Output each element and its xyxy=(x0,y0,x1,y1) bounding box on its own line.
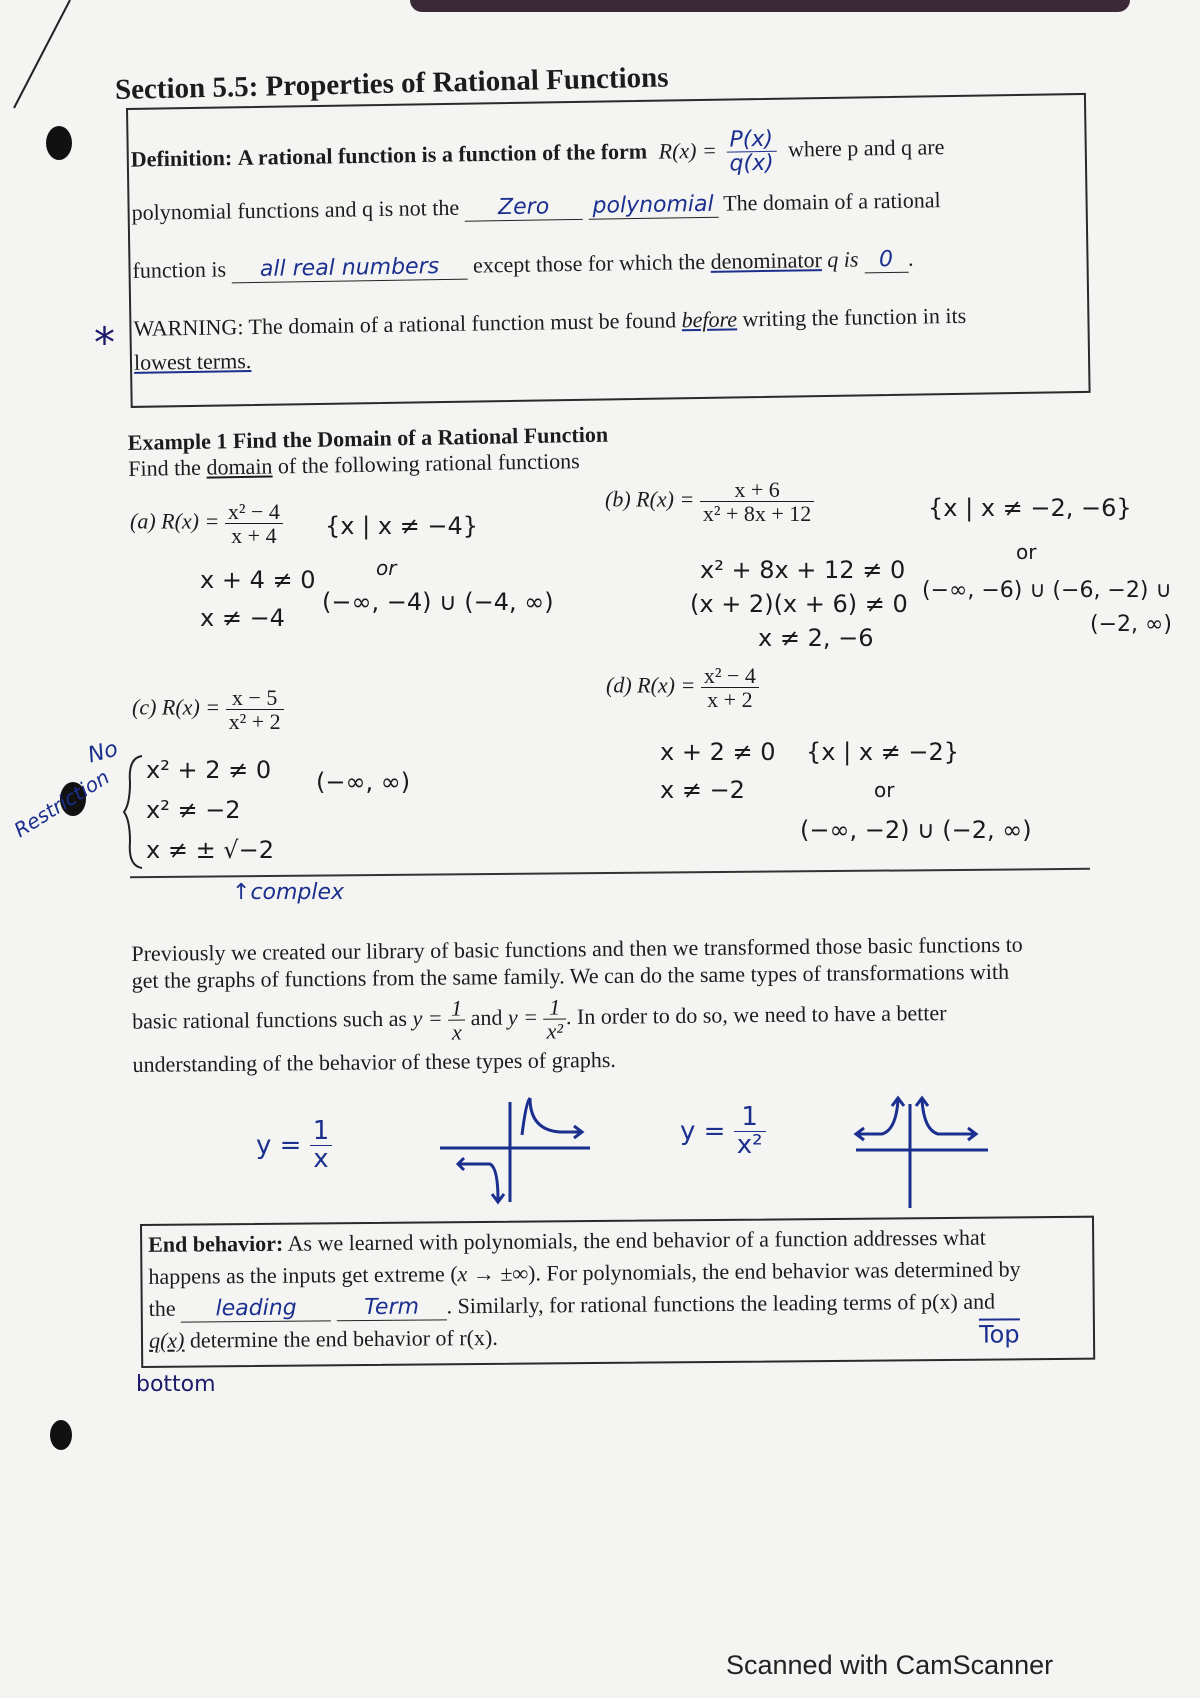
problem-b: (b) R(x) = $\frac{x + 6}{\text{x² + 8x + 12}}$ xyxy=(605,478,814,525)
problem-c-work-1: x² + 2 ≠ 0 xyxy=(146,756,272,784)
no-restriction-note-1: No xyxy=(85,736,121,769)
blank-polynomial: polynomial xyxy=(588,192,718,220)
punch-hole-3 xyxy=(50,1420,72,1450)
complex-note: ↑complex xyxy=(232,880,345,905)
transformations-paragraph: Previously we created our library of basic functions and then we transformed those basic functions to get the graphs of functions from the same family. We can do the same types of transformations with basic rational functions such as y = $\frac{1}{x}$ and y = $\frac{1}{\text{x²}}$ . In order to do so, we need to have a better understanding of the behavior of these types of graphs. xyxy=(131,931,1023,1078)
blank-term: Term xyxy=(337,1294,447,1321)
problem-a-work-2: x ≠ −4 xyxy=(200,604,285,632)
problem-c: (c) R(x) = $\frac{x - 5}{\text{x² + 2}}$ xyxy=(132,686,284,733)
problem-d-or: or xyxy=(874,778,895,802)
definition-box xyxy=(126,93,1091,408)
problem-b-work-2: (x + 2)(x + 6) ≠ 0 xyxy=(690,590,908,618)
arrow-up-icon: ↑ xyxy=(232,880,251,905)
definition-line-3: function is all real numbers except those for which the denominator q is 0 . xyxy=(132,245,914,283)
blank-all-real-numbers: all real numbers xyxy=(231,254,467,284)
punch-hole-1 xyxy=(46,126,72,160)
end-behavior-label: End behavior: xyxy=(148,1230,284,1257)
problem-d-interval: (−∞, −2) ∪ (−2, ∞) xyxy=(800,816,1032,844)
no-restriction-note-2: Restriction xyxy=(9,764,114,843)
problem-d: (d) R(x) = $\frac{\text{x² − 4}}{x + 2}$ xyxy=(606,664,759,711)
definition-fraction: $\frac{P(x)}{q(x)}$ xyxy=(726,128,777,176)
problem-a-work-1: x + 4 ≠ 0 xyxy=(200,566,316,594)
problem-b-work-1: x² + 8x + 12 ≠ 0 xyxy=(700,556,906,584)
graph-sketch-one-over-x xyxy=(430,1090,610,1210)
problem-c-brace xyxy=(122,752,148,872)
warning-lowest-terms: lowest terms. xyxy=(133,348,252,375)
note-bottom: bottom xyxy=(136,1372,216,1397)
blank-zero-value: 0 xyxy=(864,247,908,274)
blank-zero: Zero xyxy=(464,194,582,222)
problem-a-set: {x | x ≠ −4} xyxy=(325,512,479,540)
problem-c-work-2: x² ≠ −2 xyxy=(146,796,241,824)
blank-leading: leading xyxy=(181,1295,331,1322)
problem-d-set: {x | x ≠ −2} xyxy=(806,738,960,766)
problem-b-or: or xyxy=(1016,540,1037,564)
problem-b-interval-1: (−∞, −6) ∪ (−6, −2) ∪ xyxy=(922,578,1172,603)
scanner-watermark: Scanned with CamScanner xyxy=(726,1650,1054,1680)
corner-pen-line xyxy=(0,0,80,120)
definition-line-2: polynomial functions and q is not the Zero polynomial The domain of a rational xyxy=(131,187,941,225)
problem-c-work-3: x ≠ ± √−2 xyxy=(146,836,274,864)
example1-header xyxy=(128,422,609,482)
warning-star: * xyxy=(94,318,115,367)
warning-line: WARNING: The domain of a rational function must be found before writing the function in its xyxy=(133,302,967,341)
section-divider xyxy=(130,868,1090,878)
top-edge-shadow xyxy=(410,0,1130,12)
problem-d-work-2: x ≠ −2 xyxy=(660,776,745,804)
problem-b-interval-2: (−2, ∞) xyxy=(1090,612,1172,637)
problem-d-work-1: x + 2 ≠ 0 xyxy=(660,738,776,766)
problem-a-interval: (−∞, −4) ∪ (−4, ∞) xyxy=(322,588,554,616)
definition-line-1: Definition: A rational function is a function of the form R(x) = $\frac{P(x)}{q(x)}$ where p and q are xyxy=(130,126,945,177)
denominator-word: denominator xyxy=(710,247,823,274)
sketch-label-1: y = $\frac{1}{x}$ xyxy=(256,1118,332,1174)
end-behavior-box: End behavior: As we learned with polynomials, the end behavior of a function addresses what happens as the inputs get extreme (x → ±∞). For polynomials, the end behavior was determined by the leading Term . Similarly, for rational functions the leading terms of p(x) and q(x) determine the end behavior of r(x). Top xyxy=(140,1216,1095,1368)
problem-a: (a) R(x) = $\frac{\text{x² − 4}}{x + 4}$ xyxy=(130,500,283,547)
warning-before: before xyxy=(681,306,738,333)
example1-instruction: Find the domain of the following rational functions xyxy=(128,448,580,481)
problem-b-set: {x | x ≠ −2, −6} xyxy=(928,494,1132,522)
note-top: Top xyxy=(978,1320,1020,1349)
definition-label: Definition: xyxy=(130,144,233,172)
problem-b-work-3: x ≠ 2, −6 xyxy=(758,624,874,652)
page-title: Section 5.5: Properties of Rational Functions xyxy=(114,61,669,106)
example1-title: Example 1 Find the Domain of a Rational Function xyxy=(127,421,609,456)
problem-a-or: or xyxy=(376,556,397,580)
problem-c-interval: (−∞, ∞) xyxy=(316,768,411,796)
sketch-label-2: y = $\frac{1}{\text{x²}}$ xyxy=(680,1104,766,1160)
graph-sketch-one-over-x-squared xyxy=(848,1090,998,1210)
